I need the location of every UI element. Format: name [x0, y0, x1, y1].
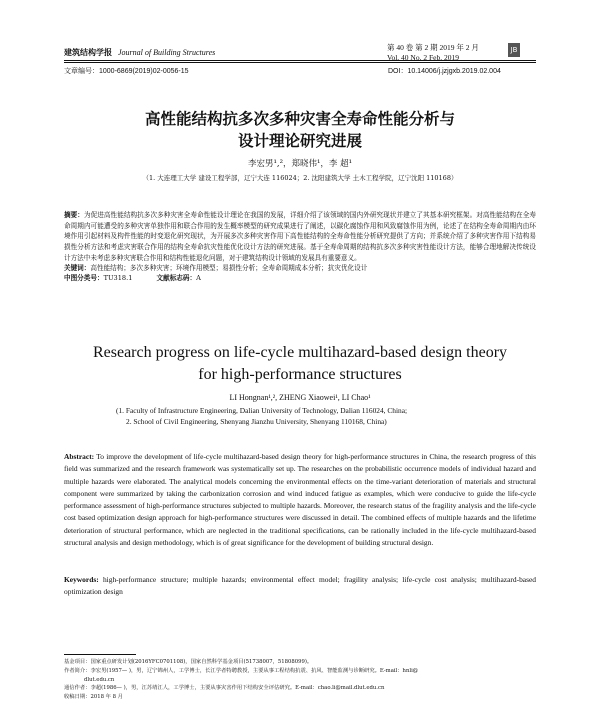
- english-abstract-text: To improve the development of life-cycle multihazard-based design theory for high-performance structures in China, the research progress of this field was summarized and the research framework was systematically set up. The researches on the probabilistic occurrence models of individual hazard and multiple hazards were elaborated. The analytical models concerning the environmental effects on the time-variant deterioration of materials and structural component were summarized by taking the carbonization corrosion and wind induced fatigue as examples, which were conducive to guide the life-cycle performance assessment of high-performance structures subjected to multiple hazards. Moreover, the research status of the fragility analysis and the life-cycle cost based optimization design approach for high-performance structures were discussed in detail. The combined effects of multiple hazards and the lifetime deterioration of structural performance, which are neglected in the traditional specifications, can be rationally included in the life-cycle multihazard-based structural analysis and design methodology, which is of great significance for the development of building structural design.: [64, 452, 537, 548]
- english-title-line2: for high-performance structures: [198, 366, 402, 383]
- doc-code-label: 文献标志码：: [156, 274, 197, 282]
- doi: DOI：10.14006/j.jzjgxb.2019.02.004: [388, 68, 501, 75]
- english-affiliation: [116, 405, 536, 427]
- clc-label: 中图分类号：: [64, 274, 104, 282]
- journal-name-en: Journal of Building Structures: [118, 48, 216, 57]
- header-rule-thin: [64, 62, 536, 63]
- footnote-corresponding: 通信作者：李超(1986— )，男，江苏靖江人，工学博士，主要从事灾害作用下结构安全评估研究。E-mail：chao.li@mail.dlut.edu.cn: [64, 685, 385, 692]
- chinese-keywords-label: 关键词：: [64, 264, 91, 272]
- footnote-funding: 基金项目：国家重点研发计划(2016YFC0701108)，国家自然科学基金项目(51738007，51808099)。: [64, 659, 313, 665]
- footnote-received: 收稿日期：2018 年 8 月: [64, 694, 123, 701]
- journal-name: [64, 47, 215, 58]
- chinese-affiliation: （1. 大连理工大学 建设工程学部，辽宁大连 116024；2. 沈阳建筑大学 土木工程学院，辽宁沈阳 110168）: [142, 174, 458, 182]
- article-number: 文章编号：1000-6869(2019)02-0056-15: [64, 68, 189, 75]
- chinese-abstract-text: 为促进高性能结构抗多次多种灾害全寿命性能设计理论在我国的发展，详细介绍了该领域的国内外研究现状并建立了其基本研究框架。对高性能结构在全寿命周期内可能遭受的多种灾害单独作用和联合作用的发生概率模型的研究成果进行了阐述，以碳化腐蚀作用和风致腐蚀作用为例，论述了在结构全寿命周期内由环境作用引起材料及构件性能的时变退化研究现状，为开展多次多种灾害作用下高性能结构的全寿命性能分析研究提供了方向；并系统介绍了多种灾害作用下结构易损性分析方法和考虑灾害联合作用的结构全寿命抗灾性能优化设计方法的研究进展。基于全寿命周期的结构抗多次多种灾害性能设计方法，能够合理地解决传统设计方法中未考虑多种灾害联合作用和结构性能退化问题，对于建筑结构设计领域的发展具有重要意义。: [64, 211, 537, 262]
- chinese-abstract-label: 摘要：: [64, 211, 84, 219]
- english-abstract-label: Abstract:: [64, 452, 95, 461]
- chinese-title-line1: 高性能结构抗多次多种灾害全寿命性能分析与: [144, 110, 455, 128]
- footnote-author-bio-cont: dlut.edu.cn: [84, 676, 115, 683]
- english-affiliation-line1: (1. Faculty of Infrastructure Engineering, Dalian University of Technology, Dalian 116024, China;: [116, 406, 408, 415]
- classification: [64, 273, 536, 283]
- chinese-authors: 李宏男¹,²，郑晓伟¹，李 超¹: [247, 159, 353, 169]
- volume-info-en: Vol. 40 No. 2 Feb. 2019: [387, 53, 459, 62]
- english-keywords-text: high-performance structure; multiple hazards; environmental effect model; fragility analysis; life-cycle cost analysis; multihazard-based optimization design: [64, 575, 536, 597]
- doc-code-value: A: [196, 274, 201, 282]
- chinese-title: [64, 108, 536, 152]
- chinese-keywords-text: 高性能结构；多次多种灾害；环境作用模型；易损性分析；全寿命周期成本分析；抗灾优化设计: [90, 264, 368, 272]
- chinese-keywords: [64, 263, 536, 273]
- journal-name-zh: 建筑结构学报: [64, 48, 112, 57]
- volume-info-zh: 第 40 卷 第 2 期 2019 年 2 月: [387, 43, 479, 52]
- english-authors: LI Hongnan¹,², ZHENG Xiaowei¹, LI Chao¹: [229, 393, 371, 402]
- english-affiliation-line2: 2. School of Civil Engineering, Shenyang Jianzhu University, Shenyang 110168, China): [126, 417, 387, 426]
- footnote-author-bio-text: 作者简介：李宏男(1957— )，男，辽宁锦州人，工学博士，长江学者特聘教授，主要从事工程结构抗震、抗风、智能监测与诊断研究。E-mail：hnli@: [64, 667, 419, 674]
- chinese-title-line2: 设计理论研究进展: [237, 132, 362, 150]
- english-title-line1: Research progress on life-cycle multihazard-based design theory: [92, 344, 508, 361]
- journal-logo-icon: JB: [508, 43, 520, 57]
- header-rule-thick: [64, 60, 536, 61]
- chinese-abstract: [64, 210, 536, 264]
- footnote-rule: [64, 654, 136, 655]
- english-keywords: [64, 574, 536, 599]
- english-keywords-label: Keywords:: [64, 575, 99, 584]
- footnote-author-bio: [64, 667, 536, 685]
- english-abstract: [64, 451, 536, 549]
- clc-value: TU318.1: [103, 274, 133, 282]
- english-title: [64, 342, 536, 386]
- footnotes: [64, 658, 536, 702]
